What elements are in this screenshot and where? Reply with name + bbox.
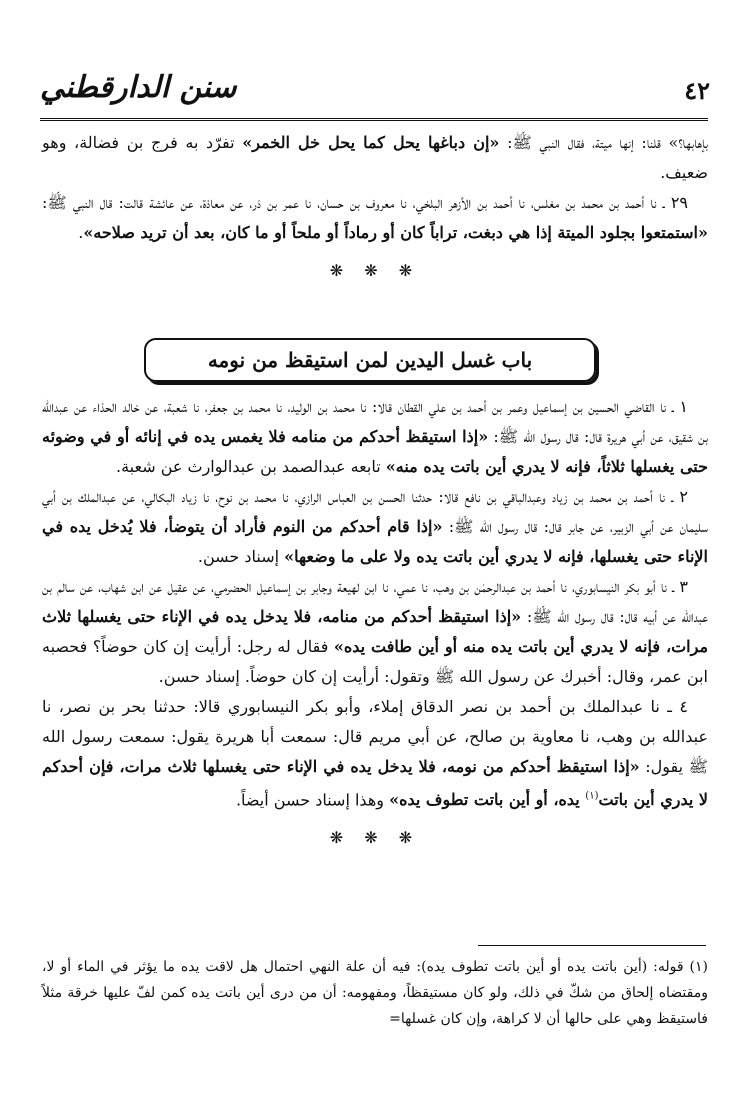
hadith-2: ٢ ـ نا أحمد بن محمد بن زياد وعبدالباقي بن نافع قالا: حدثنا الحسن بن العباس الرازي، نا محمد بن نوح، نا زياد البكالي، عن عبدالملك بن أبي سليمان عن أبي الزبير، عن جابر قال: قال رسول الله ﷺ: «إذا قام أحدكم من النوم فأراد أن يتوضأ، فلا يُدخل يده في الإناء حتى يغسلها، فإنه لا يدري أين باتت يده ولا على ما وضعها» إسناد حسن. xyxy=(42,487,709,566)
hadith-quote: «إذا استيقظ أحدكم من نومه، فلا يدخل يده في الإناء حتى يغسلها ثلاث مرات، فإن أحدكم لا يدري أين باتت$^{(١)}$ يده، أو أين باتت تطوف يده» xyxy=(42,757,708,810)
footnote-rule xyxy=(478,945,706,946)
header-rule xyxy=(40,118,708,121)
top-text-block xyxy=(42,128,708,294)
hadith-quote: «إذا استيقظ أحدكم من منامه فلا يغمس يده في إنائه أو في وضوئه حتى يغسلها ثلاثاً، فإنه لا يدري أين باتت يده منه» xyxy=(42,427,708,476)
hadith-1: ١ ـ نا القاضي الحسين بن إسماعيل وعمر بن أحمد بن علي القطان قالا: نا محمد بن الوليد، نا محمد بن جعفر، نا شعبة، عن خالد الحذاء عن عبدالله بن شقيق، عن أبي هريرة قال: قال رسول الله ﷺ: «إذا استيقظ أحدكم من منامه فلا يغمس يده في إنائه أو في وضوئه حتى يغسلها ثلاثاً، فإنه لا يدري أين باتت يده منه» تابعه عبدالصمد بن عبدالوارث عن شعبة. xyxy=(42,397,709,476)
footnote-number: (١) xyxy=(689,959,709,975)
footnote-marker[interactable]: (١) xyxy=(585,791,599,802)
hadith-quote: «إذا استيقظ أحدكم من منامه، فلا يدخل يده في الإناء حتى يغسلها ثلاث مرات، فإنه لا يدري أين باتت يده منه أو أين طافت يده» xyxy=(42,607,709,656)
hadith-quote: «إن دباغها يحل كما يحل خل الخمر» xyxy=(242,133,500,152)
chapter-title: باب غسل اليدين لمن استيقظ من نومه xyxy=(207,348,533,372)
footnote xyxy=(42,954,708,1032)
hadith-4: ٤ ـ نا عبدالملك بن أحمد بن نصر الدقاق إملاء، وأبو بكر النيسابوري قالا: حدثنا بحر بن نصر، نا عبدالله بن وهب، نا معاوية بن صالح، عن أبي مريم قال: سمعت أبا هريرة يقول: سمعت رسول الله ﷺ يقول: «إذا استيقظ أحدكم من نومه، فلا يدخل يده في الإناء حتى يغسلها ثلاث مرات، فإن أحدكم لا يدري أين باتت$^{(١)}$ يده، أو أين باتت تطوف يده» وهذا إسناد حسن أيضاً. xyxy=(42,697,709,810)
section-separator: ❋ ❋ ❋ xyxy=(329,828,421,848)
continuation-paragraph: بإهابها؟» قلنا: إنها ميتة، فقال النبي ﷺ: «إن دباغها يحل كما يحل خل الخمر» تفرّد به فرج بن فضالة، وهو ضعيف. xyxy=(42,133,709,182)
footnote-text: قوله: (أين باتت يده أو أين باتت تطوف يده): فيه أن علة النهي احتمال هل لاقت يده ما يؤثر في الماء أو لا، ومقتضاه إلحاق من شكّ في ذلك، ولو كان مستيقظاً، ومفهومه: أن من درى أين باتت يده كمن لفّ عليها خرقة مثلاً فاستيقظ وهي على حالها أن لا كراهة، وإن كان غسلها= xyxy=(42,959,708,1027)
page-number: ٤٢ xyxy=(684,76,710,105)
hadith-list xyxy=(42,392,708,861)
hadith-quote: «إذا قام أحدكم من النوم فأراد أن يتوضأ، فلا يُدخل يده في الإناء حتى يغسلها، فإنه لا يدري أين باتت يده ولا على ما وضعها» xyxy=(42,517,708,566)
hadith-29: ٢٩ ـ نا أحمد بن محمد بن مغلس، نا أحمد بن الأزهر البلخي، نا معروف بن حسان، نا عمر بن ذر، عن معاذة، عن عائشة قالت: قال النبي ﷺ: «استمتعوا بجلود الميتة إذا هي دبغت، تراباً كان أو رماداً أو ملحاً أو ما كان، بعد أن تريد صلاحه». xyxy=(42,193,708,242)
page-header xyxy=(40,70,710,116)
hadith-3: ٣ ـ نا أبو بكر النيسابوري، نا أحمد بن عبدالرحمٰن بن وهب، نا عمي، نا ابن لهيعة وجابر بن إسماعيل الحضرمي، عن عقيل عن ابن شهاب، عن سالم بن عبدالله عن أبيه قال: قال رسول الله ﷺ: «إذا استيقظ أحدكم من منامه، فلا يدخل يده في الإناء حتى يغسلها ثلاث مرات، فإنه لا يدري أين باتت يده منه أو أين طافت يده» فقال له رجل: أرأيت إن كان حوضاً؟ فحصبه ابن عمر، وقال: أخبرك عن رسول الله ﷺ وتقول: أرأيت إن كان حوضاً. إسناد حسن. xyxy=(42,577,709,686)
hadith-quote: «استمتعوا بجلود الميتة إذا هي دبغت، تراباً كان أو رماداً أو ملحاً أو ما كان، بعد أن تريد صلاحه» xyxy=(83,223,708,242)
book-title: سنن الدارقطني xyxy=(40,70,237,105)
chapter-title-box xyxy=(144,338,596,382)
section-separator: ❋ ❋ ❋ xyxy=(329,261,421,280)
